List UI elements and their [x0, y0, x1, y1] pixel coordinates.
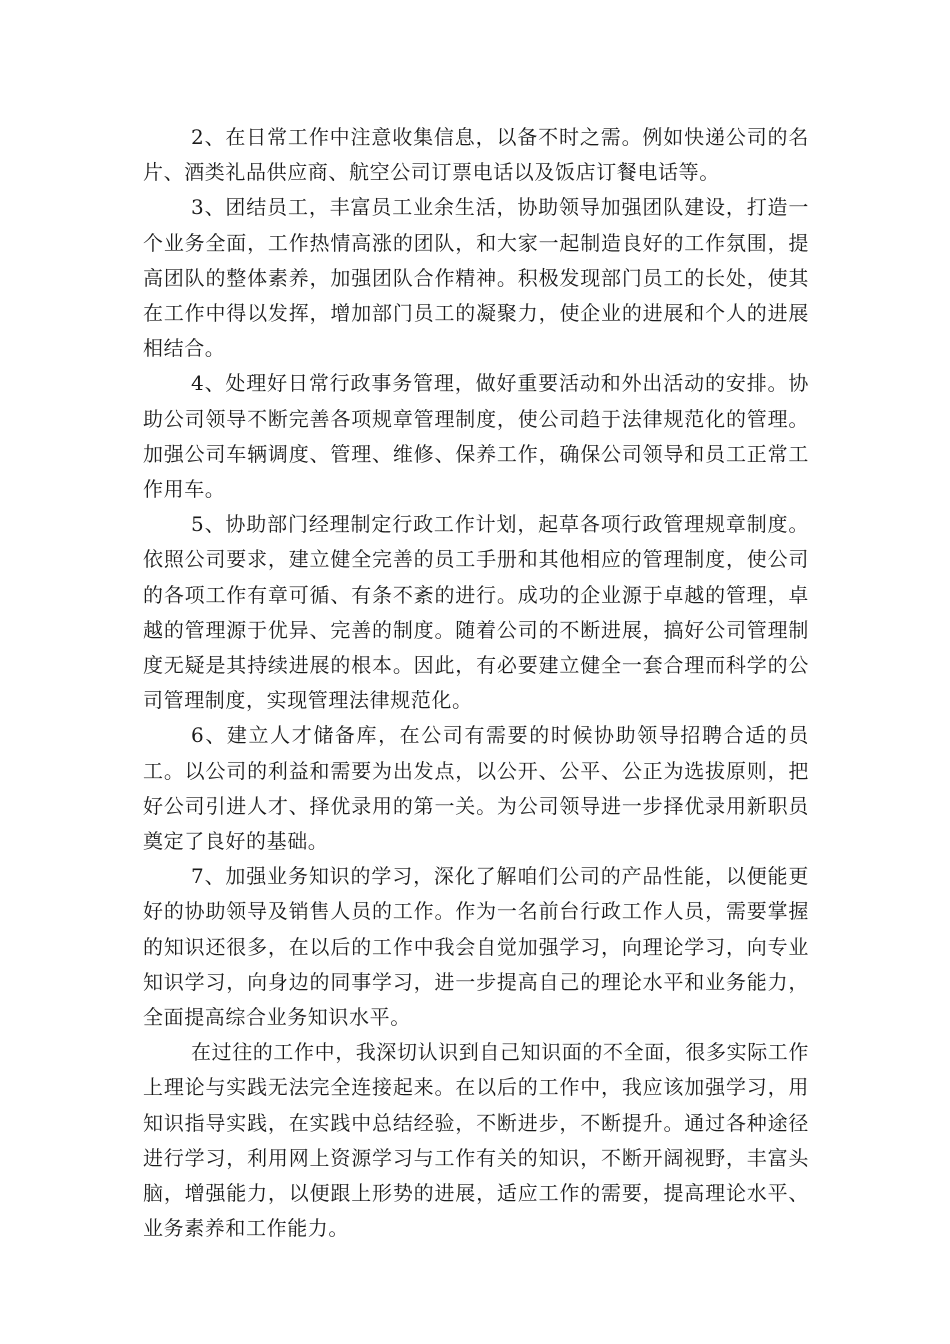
document-body: [143, 120, 809, 1247]
paragraph-item-7: 7、加强业务知识的学习，深化了解咱们公司的产品性能，以便能更好的协助领导及销售人员的工作。作为一名前台行政工作人员，需要掌握的知识还很多，在以后的工作中我会自觉加强学习，向理论学习，向专业知识学习，向身边的同事学习，进一步提高自己的理论水平和业务能力，全面提高综合业务知识水平。: [143, 864, 809, 1030]
paragraph-item-5: 5、协助部门经理制定行政工作计划，起草各项行政管理规章制度。依照公司要求，建立健全完善的员工手册和其他相应的管理制度，使公司的各项工作有章可循、有条不紊的进行。成功的企业源于卓越的管理，卓越的管理源于优异、完善的制度。随着公司的不断进展，搞好公司管理制度无疑是其持续进展的根本。因此，有必要建立健全一套合理而科学的公司管理制度，实现管理法律规范化。: [143, 512, 809, 713]
paragraph-item-4: 4、处理好日常行政事务管理，做好重要活动和外出活动的安排。协助公司领导不断完善各项规章管理制度，使公司趋于法律规范化的管理。加强公司车辆调度、管理、维修、保养工作，确保公司领导和员工正常工作用车。: [143, 371, 809, 502]
paragraph-item-2: 2、在日常工作中注意收集信息，以备不时之需。例如快递公司的名片、酒类礼品供应商、航空公司订票电话以及饭店订餐电话等。: [143, 125, 809, 185]
paragraph-conclusion: 在过往的工作中，我深切认识到自己知识面的不全面，很多实际工作上理论与实践无法完全连接起来。在以后的工作中，我应该加强学习，用知识指导实践，在实践中总结经验，不断进步，不断提升。通过各种途径进行学习，利用网上资源学习与工作有关的知识，不断开阔视野，丰富头脑，增强能力，以便跟上形势的进展，适应工作的需要，提高理论水平、业务素养和工作能力。: [143, 1040, 809, 1241]
paragraph-item-6: 6、建立人才储备库，在公司有需要的时候协助领导招聘合适的员工。以公司的利益和需要为出发点，以公开、公平、公正为选拔原则，把好公司引进人才、择优录用的第一关。为公司领导进一步择优录用新职员奠定了良好的基础。: [143, 723, 809, 854]
paragraph-item-3: 3、团结员工，丰富员工业余生活，协助领导加强团队建设，打造一个业务全面，工作热情高涨的团队，和大家一起制造良好的工作氛围，提高团队的整体素养，加强团队合作精神。积极发现部门员工的长处，使其在工作中得以发挥，增加部门员工的凝聚力，使企业的进展和个人的进展相结合。: [143, 195, 809, 361]
